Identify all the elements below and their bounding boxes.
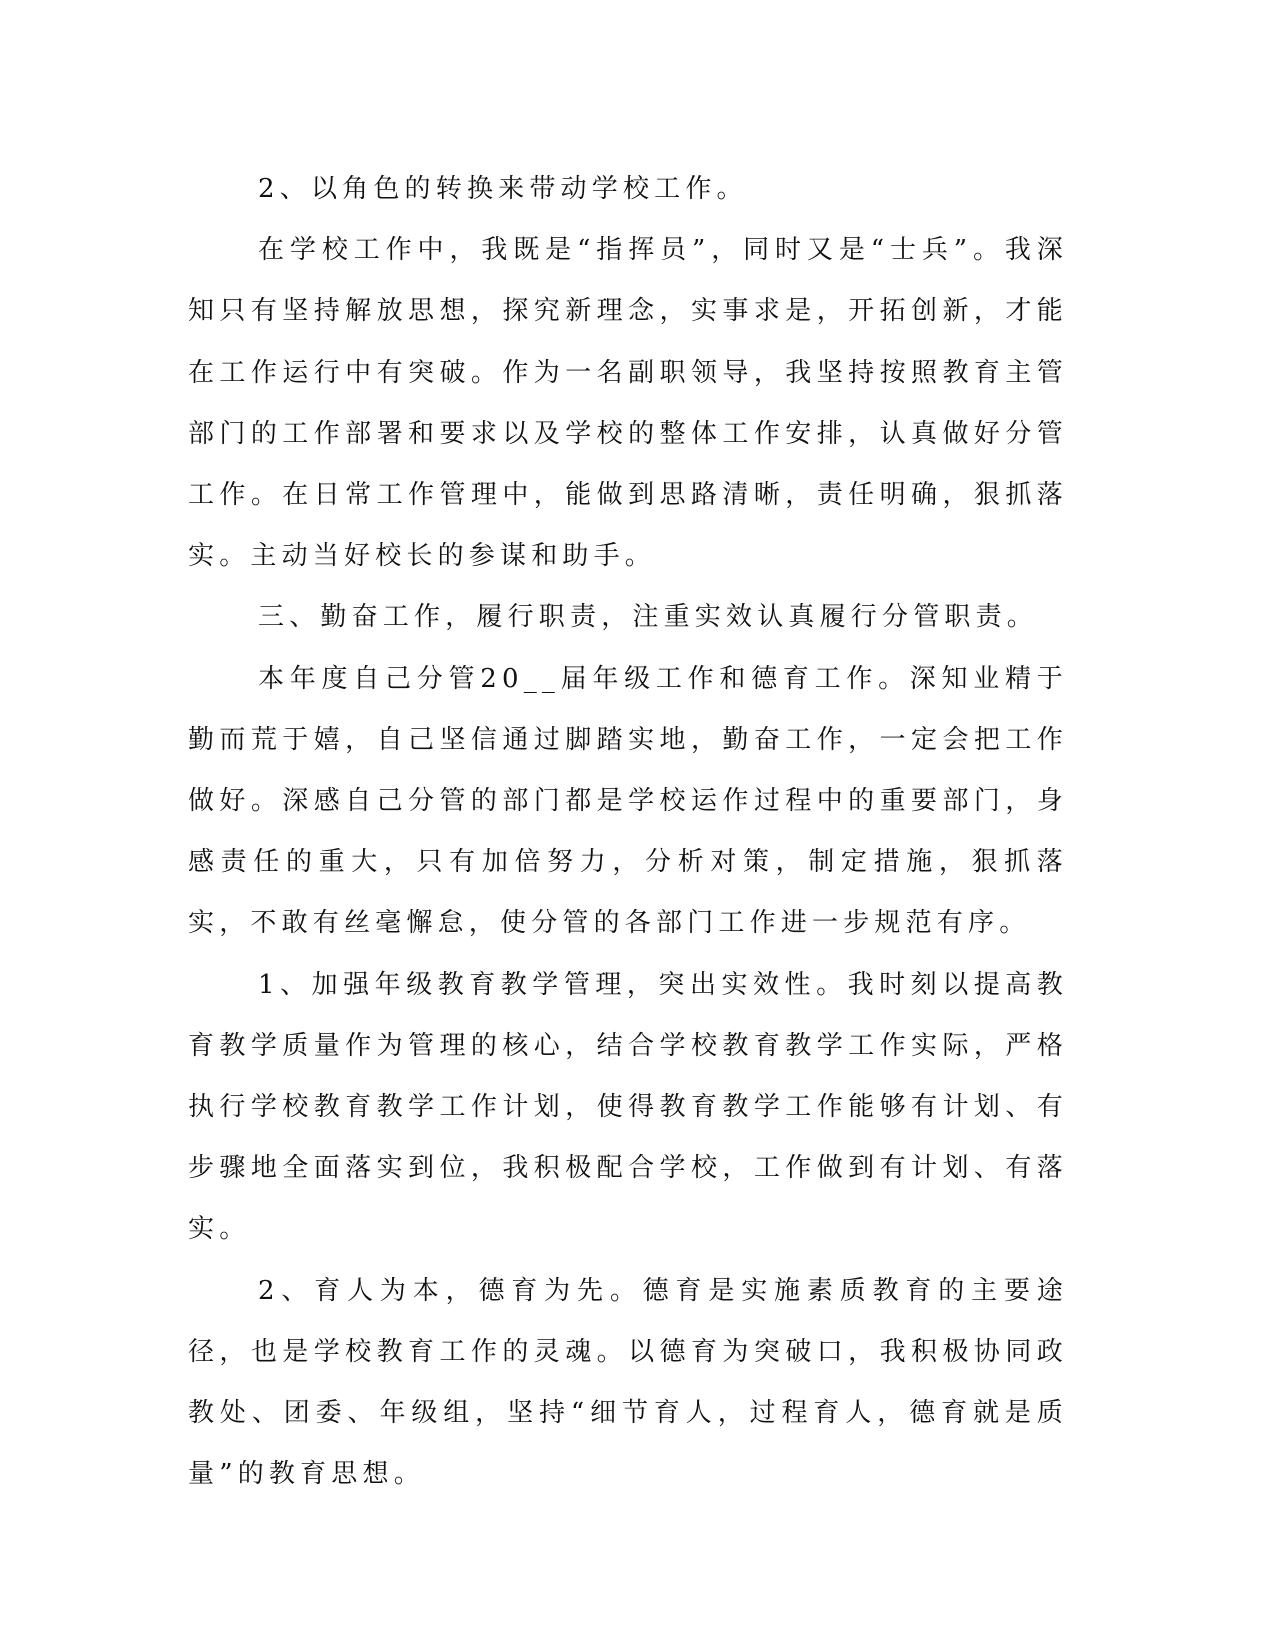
paragraph-5: 1、加强年级教育教学管理，突出实效性。我时刻以提高教育教学质量作为管理的核心，结合学校教育教学工作实际，严格执行学校教育教学工作计划，使得教育教学工作能够有计划、有步骤地全面落实到位，我积极配合学校，工作做到有计划、有落实。 — [188, 969, 1068, 1245]
paragraph-2: 在学校工作中，我既是“指挥员”，同时又是“士兵”。我深知只有坚持解放思想，探究新理念，实事求是，开拓创新，才能在工作运行中有突破。作为一名副职领导，我坚持按照教育主管部门的工作部署和要求以及学校的整体工作安排，认真做好分管工作。在日常工作管理中，能做到思路清晰，责任明确，狠抓落实。主动当好校长的参谋和助手。 — [188, 235, 1068, 572]
paragraph-4: 本年度自己分管20__届年级工作和德育工作。深知业精于勤而荒于嬉，自己坚信通过脚踏实地，勤奋工作，一定会把工作做好。深感自己分管的部门都是学校运作过程中的重要部门，身感责任的重大，只有加倍努力，分析对策，制定措施，狠抓落实，不敢有丝毫懈怠，使分管的各部门工作进一步规范有序。 — [188, 663, 1068, 939]
paragraph-3: 三、勤奋工作，履行职责，注重实效认真履行分管职责。 — [258, 602, 1039, 633]
paragraph-1: 2、以角色的转换来带动学校工作。 — [258, 174, 748, 204]
document-body — [188, 159, 1068, 1505]
paragraph-6: 2、育人为本，德育为先。德育是实施素质教育的主要途径，也是学校教育工作的灵魂。以德育为突破口，我积极协同政教处、团委、年级组，坚持“细节育人，过程育人，德育就是质量”的教育思想。 — [188, 1275, 1068, 1490]
